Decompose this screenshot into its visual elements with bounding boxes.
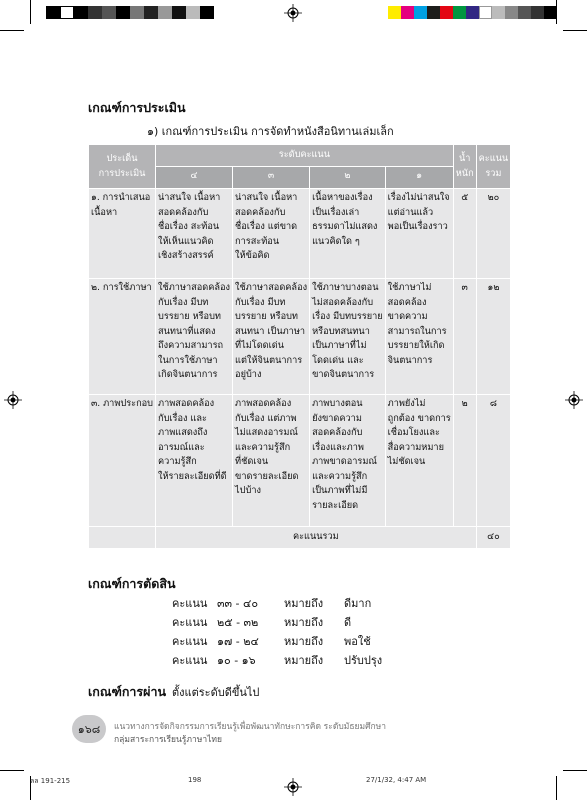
row-level-3: ใช้ภาษาสอดคล้อง กับเรื่อง มีบท บรรยาย หรือบท สนทนา เป็นภาษา ที่ไม่โดดเด่น แต่ให้จินตนาการ อยู่บ้าง xyxy=(233,279,310,395)
row-level-1: ใช้ภาษาไม่ สอดคล้อง ขาดความ สามารถในการ บรรยายให้เกิด จินตนาการ xyxy=(385,279,453,395)
page-number-badge: ๑๖๘ xyxy=(72,715,106,743)
footer-subject: กลุ่มสาระการเรียนรู้ภาษาไทย xyxy=(114,735,222,745)
sum-label: คะแนนรวม xyxy=(156,527,477,549)
rubric-table xyxy=(88,144,511,549)
col-header-weight: น้ำหนัก xyxy=(453,145,476,189)
assessment-subheading: ๑) เกณฑ์การประเมิน การจัดทำหนังสือนิทานเล่มเล็ก xyxy=(147,125,394,138)
registration-mark-icon xyxy=(284,4,302,22)
row-total: ๒๐ xyxy=(476,189,511,279)
row-level-4: ภาพสอดคล้อง กับเรื่อง และ ภาพแสดงถึง อารมณ์และ ความรู้สึก ให้รายละเอียดที่ดี xyxy=(156,395,233,527)
level-3-header: ๓ xyxy=(233,167,310,189)
row-level-2: ใช้ภาษาบางตอน ไม่สอดคล้องกับ เรื่อง มีบทบรรยาย หรือบทสนทนา เป็นภาษาที่ไม่ โดดเด่น และ ขาดจินตนาการ xyxy=(310,279,386,395)
table-row xyxy=(89,189,511,279)
row-level-1: ภาพยังไม่ ถูกต้อง ขาดการ เชื่อมโยงและ สื่อความหมาย ไม่ชัดเจน xyxy=(385,395,453,527)
assessment-heading: เกณฑ์การประเมิน xyxy=(88,100,186,115)
row-level-4: ใช้ภาษาสอดคล้อง กับเรื่อง มีบท บรรยาย หรือบท สนทนาที่แสดง ถึงความสามารถ ในการใช้ภาษา เกิดจินตนาการ xyxy=(156,279,233,395)
table-row xyxy=(89,279,511,395)
col-header-total: คะแนน รวม xyxy=(476,145,511,189)
row-level-1: เรื่องไม่น่าสนใจ แต่อ่านแล้ว พอเป็นเรื่องราว xyxy=(385,189,453,279)
slug-page: 198 xyxy=(188,776,202,784)
row-level-3: ภาพสอดคล้อง กับเรื่อง แต่ภาพ ไม่แสดงอารมณ์ และความรู้สึก ที่ชัดเจน ขาดรายละเอียด ไปบ้าง xyxy=(233,395,310,527)
level-1-header: ๑ xyxy=(385,167,453,189)
sum-value: ๔๐ xyxy=(476,527,511,549)
registration-mark-icon xyxy=(284,778,302,796)
slug-timestamp: 27/1/32, 4:47 AM xyxy=(366,776,427,784)
row-weight: ๓ xyxy=(453,279,476,395)
row-total: ๑๒ xyxy=(476,279,511,395)
row-level-3: น่าสนใจ เนื้อหา สอดคล้องกับ ชื่อเรื่อง แต่ขาด การสะท้อน ให้ข้อคิด xyxy=(233,189,310,279)
row-level-2: เนื้อหาของเรื่อง เป็นเรื่องเล่า ธรรมดาไม่แสดง แนวคิดใด ๆ xyxy=(310,189,386,279)
sum-row xyxy=(89,527,511,549)
row-weight: ๕ xyxy=(453,189,476,279)
level-4-header: ๔ xyxy=(156,167,233,189)
pass-text: ตั้งแต่ระดับดีขึ้นไป xyxy=(172,686,260,699)
registration-mark-icon xyxy=(565,391,583,409)
footer-series-title: แนวทางการจัดกิจกรรมการเรียนรู้เพื่อพัฒนาทักษะการคิด ระดับมัธยมศึกษา xyxy=(114,722,387,732)
slug-file: ลล 191-215 xyxy=(30,777,71,785)
pass-heading: เกณฑ์การผ่าน xyxy=(88,684,167,699)
row-total: ๘ xyxy=(476,395,511,527)
row-issue: ๒. การใช้ภาษา xyxy=(89,279,156,395)
level-2-header: ๒ xyxy=(310,167,386,189)
col-header-level: ระดับคะแนน xyxy=(156,145,454,167)
row-level-2: ภาพบางตอน ยังขาดความ สอดคล้องกับ เรื่องและภาพ ภาพขาดอารมณ์ และความรู้สึก เป็นภาพที่ไม่มี รายละเอียด xyxy=(310,395,386,527)
row-issue: ๑. การนำเสนอ เนื้อหา xyxy=(89,189,156,279)
row-issue: ๓. ภาพประกอบ xyxy=(89,395,156,527)
registration-mark-icon xyxy=(4,391,22,409)
col-header-issue: ประเด็น การประเมิน xyxy=(89,145,156,189)
row-level-4: น่าสนใจ เนื้อหา สอดคล้องกับ ชื่อเรื่อง สะท้อน ให้เห็นแนวคิด เชิงสร้างสรรค์ xyxy=(156,189,233,279)
table-row xyxy=(89,395,511,527)
judge-heading: เกณฑ์การตัดสิน xyxy=(88,576,176,591)
row-weight: ๒ xyxy=(453,395,476,527)
